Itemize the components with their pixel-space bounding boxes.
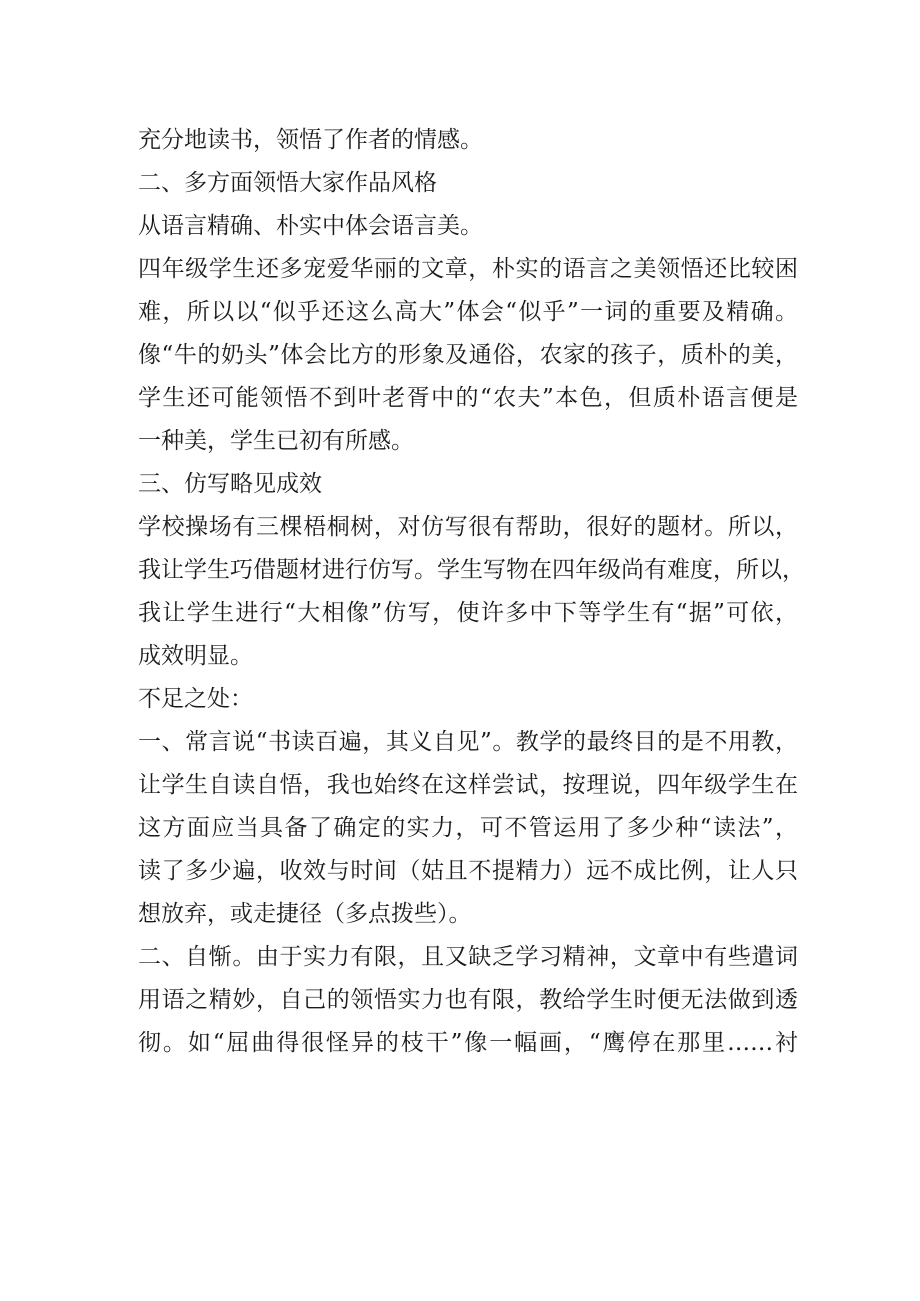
text-line: 充分地读书，领悟了作者的情感。 — [138, 127, 483, 153]
text-line: 这方面应当具备了确定的实力，可不管运用了多少种“读法”， — [138, 815, 798, 841]
text-line: 彻。如“屈曲得很怪异的枝干”像一幅画，“鹰停在那里……衬 — [138, 1030, 798, 1056]
text-line: 我让学生巧借题材进行仿写。学生写物在四年级尚有难度，所以， — [138, 557, 805, 583]
section-heading: 三、仿写略见成效 — [138, 471, 322, 497]
section-heading: 不足之处： — [138, 686, 253, 712]
text-line: 像“牛的奶头”体会比方的形象及通俗，农家的孩子，质朴的美， — [138, 342, 798, 368]
text-line: 成效明显。 — [138, 643, 253, 669]
section-heading: 二、多方面领悟大家作品风格 — [138, 170, 437, 196]
text-line: 学校操场有三棵梧桐树，对仿写很有帮助，很好的题材。所以， — [138, 514, 798, 540]
text-line: 从语言精确、朴实中体会语言美。 — [138, 213, 483, 239]
text-line: 我让学生进行“大相像”仿写，使许多中下等学生有“据”可依， — [138, 600, 798, 626]
text-line: 想放弃，或走捷径（多点拨些）。 — [138, 901, 472, 927]
text-line: 读了多少遍，收效与时间（姑且不提精力）远不成比例，让人只 — [138, 858, 798, 884]
text-line: 用语之精妙，自己的领悟实力也有限，教给学生时便无法做到透 — [138, 987, 798, 1013]
text-line: 一、常言说“书读百遍，其义自见”。教学的最终目的是不用教， — [138, 729, 798, 755]
text-line: 二、自惭。由于实力有限，且又缺乏学习精神，文章中有些遣词 — [138, 944, 798, 970]
text-line: 四年级学生还多宠爱华丽的文章，朴实的语言之美领悟还比较困 — [138, 256, 798, 282]
text-line: 学生还可能领悟不到叶老胥中的“农夫”本色，但质朴语言便是 — [138, 385, 798, 411]
document-body — [138, 119, 805, 1065]
text-line: 难，所以以“似乎还这么高大”体会“似乎”一词的重要及精确。 — [138, 299, 798, 325]
text-line: 一种美，学生已初有所感。 — [138, 428, 414, 454]
text-line: 让学生自读自悟，我也始终在这样尝试，按理说，四年级学生在 — [138, 772, 798, 798]
